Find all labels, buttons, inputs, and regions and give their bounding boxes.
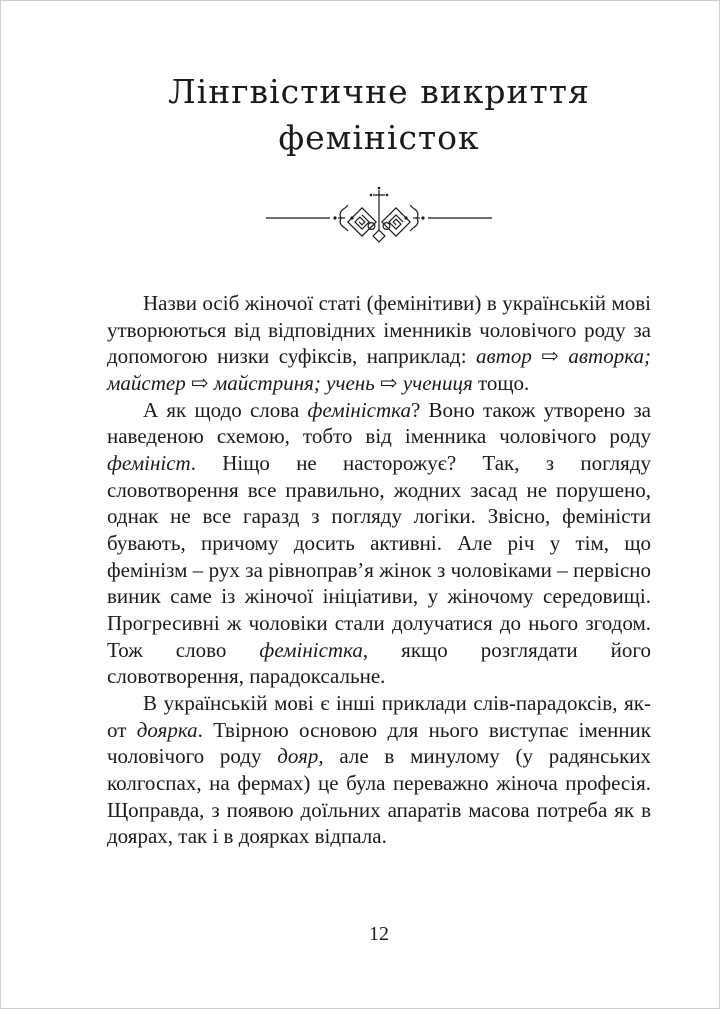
- text-segment: ? Воно також утворено за наведеною схемою, тобто від іменника чоловічого роду: [107, 397, 651, 449]
- text-segment: ⇨: [185, 371, 214, 396]
- text-segment-italic: автор: [476, 344, 532, 369]
- text-segment: . Твірною основою для нього виступає іменник чоловічого роду: [107, 717, 651, 769]
- paragraph: [107, 397, 651, 690]
- text-segment-italic: дояр: [277, 744, 319, 769]
- text-segment: . Ніщо не насторожує? Так, з погляду словотворення все правильно, жодних засад не порушено, однак не все гаразд з погляду логіки. Звісно, феміністи бувають, причому досить активні. Але річ у тім, що фемінізм – рух за рівноправ’я жінок з чоловіками – первісно виник саме із жіночої ініціативи, у жіночому середовищі. Прогресивні ж чоловіки стали долучатися до нього згодом. Тож слово: [107, 451, 651, 662]
- text-segment: В українській мові є інші приклади слів-парадоксів, як-от: [107, 690, 651, 742]
- text-segment-italic: феміністка: [259, 637, 363, 662]
- divider-ornament-icon: [264, 184, 494, 248]
- page-title-line-1: Лінгвістичне викриття: [168, 72, 590, 111]
- body-text: [1, 290, 719, 850]
- text-segment-italic: майстриня; учень: [213, 371, 375, 396]
- text-segment-italic: доярка: [136, 717, 198, 742]
- text-segment: Назви осіб жіночої статі (фемінітиви) в українській мові утворюються від відповідних іменників чоловічого роду за допомогою низки суфіксів, наприклад:: [107, 291, 651, 369]
- text-segment: ⇨: [374, 371, 403, 396]
- text-segment: А як щодо слова: [143, 397, 308, 422]
- page-number: 12: [369, 923, 389, 945]
- text-segment-italic: авторка; майстер: [107, 344, 651, 396]
- text-segment: , але в минулому (у радянських колгоспах, на фермах) це була переважно жіноча професія. Щоправда, з появою доїльних апаратів масова потреба як в доярах, так і в доярках відпала.: [107, 744, 652, 849]
- text-segment-italic: феміністка: [307, 397, 411, 422]
- page-title-line-2: феміністок: [278, 117, 480, 157]
- text-segment-italic: фемініст: [107, 451, 191, 475]
- text-segment: ⇨: [531, 344, 569, 369]
- page-title: [1, 69, 719, 160]
- text-segment: тощо.: [472, 371, 530, 396]
- paragraph: [107, 690, 651, 850]
- paragraph: [107, 290, 651, 397]
- text-segment-italic: учениця: [402, 371, 473, 396]
- section-divider: [1, 184, 719, 248]
- text-segment: , якщо розглядати його словотворення, парадоксальне.: [107, 637, 651, 689]
